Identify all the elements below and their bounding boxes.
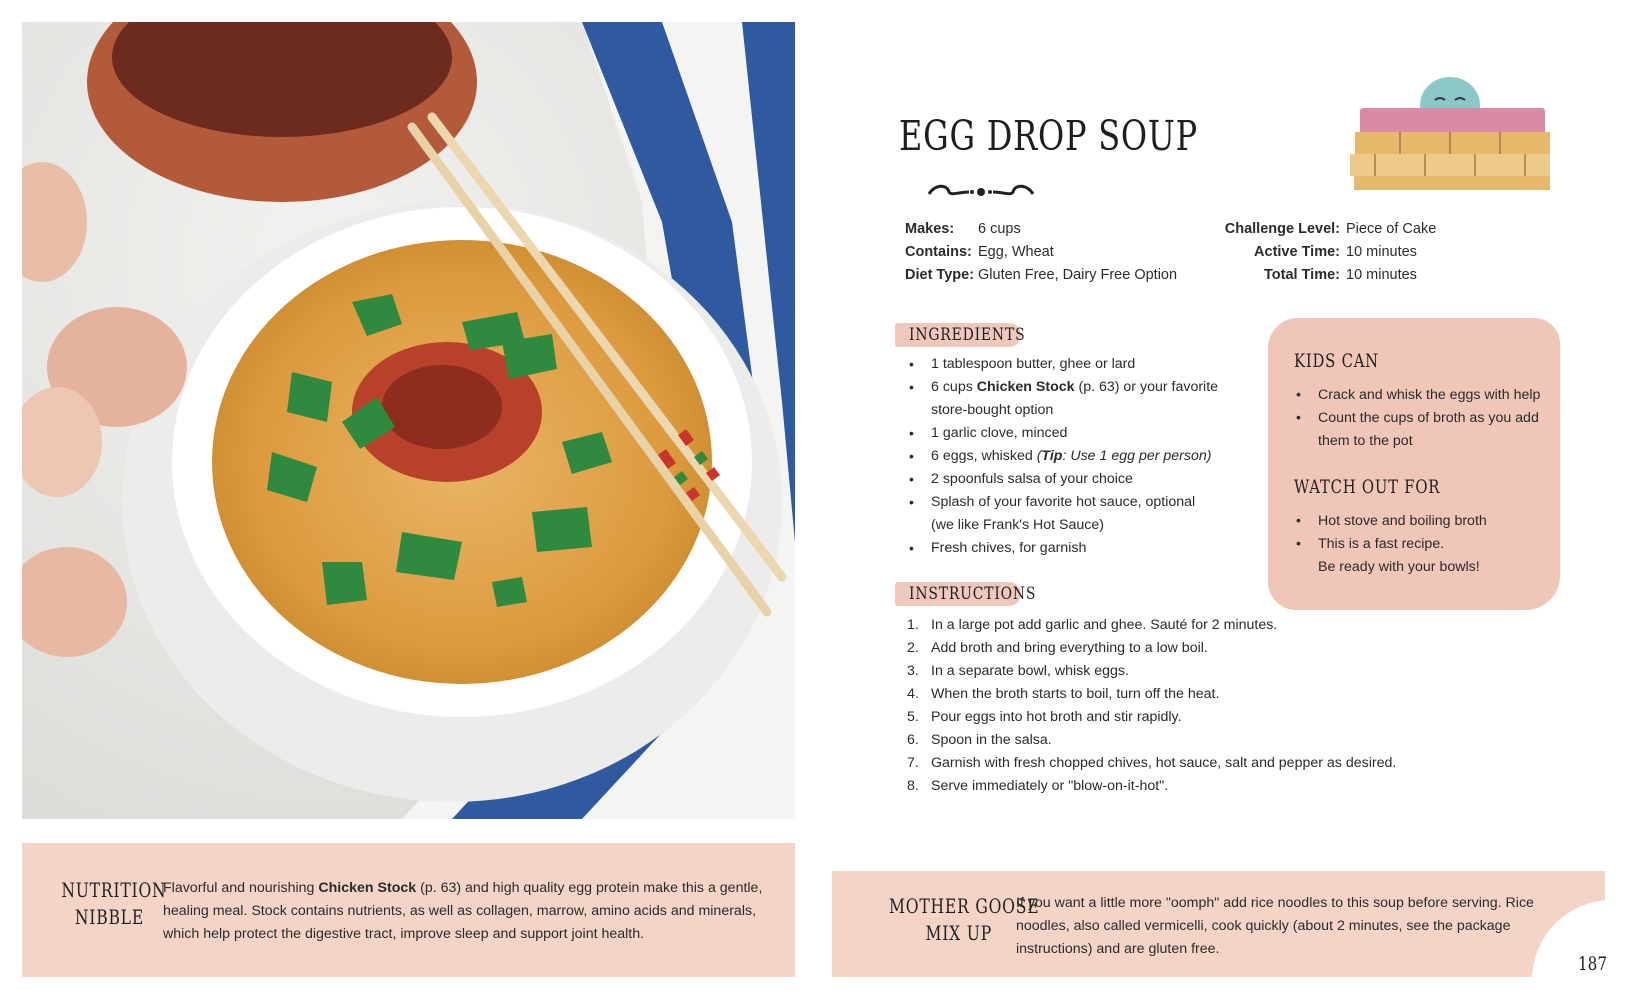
ingredient-text: Splash of your favorite hot sauce, optional <box>931 494 1196 510</box>
meta-value: Piece of Cake <box>1346 221 1437 237</box>
recipe-meta-right <box>1180 218 1436 287</box>
list-item <box>907 353 1237 376</box>
mother-goose-mix-up-title <box>860 893 1040 947</box>
step-text: When the broth starts to boil, turn off the heat. <box>931 686 1220 702</box>
list-item <box>907 537 1237 560</box>
step-text: In a separate bowl, whisk eggs. <box>931 663 1129 679</box>
step-number: 4. <box>907 686 919 702</box>
watch-out-list <box>1294 510 1554 579</box>
ingredient-text: 1 garlic clove, minced <box>931 425 1068 441</box>
instruction-step <box>907 660 1427 683</box>
meta-active-time <box>1180 241 1436 264</box>
list-item <box>907 376 1237 422</box>
meta-label: Contains: <box>905 244 972 260</box>
list-item-continued: Be ready with your bowls! <box>1318 559 1480 575</box>
meta-label: Total Time: <box>1264 267 1340 283</box>
ingredient-text-continued: store-bought option <box>931 402 1054 418</box>
meta-diet-type <box>905 264 1177 287</box>
ingredient-link-chicken-stock: Chicken Stock <box>976 379 1075 395</box>
list-item <box>907 422 1237 445</box>
ingredient-text: Fresh chives, for garnish <box>931 540 1087 556</box>
meta-value: Gluten Free, Dairy Free Option <box>978 267 1178 283</box>
meta-challenge-level <box>1180 218 1436 241</box>
nutrition-nibble-title <box>38 877 167 931</box>
meta-total-time <box>1180 264 1436 287</box>
banner-title-line: MOTHER GOOSE <box>889 894 1040 918</box>
list-item: • Crack and whisk the eggs with help <box>1294 384 1554 407</box>
step-number: 3. <box>907 663 919 679</box>
instructions-list <box>907 614 1427 798</box>
flourish-ornament-icon <box>925 182 1037 202</box>
ingredients-heading-text: INGREDIENTS <box>909 325 1026 345</box>
meta-makes <box>905 218 1177 241</box>
nutrition-chicken-stock-ref: Chicken Stock <box>318 880 417 896</box>
instruction-step <box>907 752 1427 775</box>
step-text: Garnish with fresh chopped chives, hot sauce, salt and pepper as desired. <box>931 755 1397 771</box>
ingredients-list <box>907 353 1237 560</box>
meta-value: Egg, Wheat <box>978 244 1054 260</box>
kids-can-list <box>1294 384 1554 453</box>
ingredient-text: 6 cups <box>931 379 977 395</box>
step-number: 1. <box>907 617 919 633</box>
watch-out-heading: WATCH OUT FOR <box>1294 476 1441 498</box>
step-text: Add broth and bring everything to a low boil. <box>931 640 1208 656</box>
meta-value: 10 minutes <box>1346 244 1417 260</box>
step-text: In a large pot add garlic and ghee. Sauté for 2 minutes. <box>931 617 1278 633</box>
nutrition-text-before: Flavorful and nourishing <box>163 880 319 896</box>
banner-title-line: NIBBLE <box>74 905 144 929</box>
instruction-step <box>907 729 1427 752</box>
nutrition-nibble-text <box>163 877 763 946</box>
step-text: Spoon in the salsa. <box>931 732 1052 748</box>
egg-peeking-over-wall-icon <box>1340 70 1560 195</box>
ingredient-text: 1 tablespoon butter, ghee or lard <box>931 356 1136 372</box>
list-item: • Hot stove and boiling broth <box>1294 510 1554 533</box>
meta-label: Active Time: <box>1254 244 1340 260</box>
banner-title-line: MIX UP <box>925 921 992 945</box>
tip-label: Tip <box>1041 448 1063 464</box>
kids-tips-box <box>1268 318 1560 610</box>
ingredient-text: 6 eggs, whisked <box>931 448 1037 464</box>
list-item <box>907 445 1237 468</box>
step-text: Serve immediately or "blow-on-it-hot". <box>931 778 1169 794</box>
ingredient-text-continued: (we like Frank's Hot Sauce) <box>931 517 1105 533</box>
step-number: 5. <box>907 709 919 725</box>
ingredient-text: (p. 63) or your favorite <box>1074 379 1219 395</box>
ingredient-text: 2 spoonfuls salsa of your choice <box>931 471 1133 487</box>
banner-title-line: NUTRITION <box>61 878 167 902</box>
list-item: • Count the cups of broth as you add <box>1294 407 1554 430</box>
instructions-heading-text: INSTRUCTIONS <box>909 584 1037 604</box>
ingredients-heading <box>895 323 1026 347</box>
page-number: 187 <box>1578 953 1608 975</box>
kids-can-heading: KIDS CAN <box>1294 350 1379 372</box>
meta-label: Challenge Level: <box>1224 221 1340 237</box>
soup-photo <box>22 22 795 819</box>
list-item <box>907 468 1237 491</box>
recipe-meta-left <box>905 218 1177 287</box>
step-number: 6. <box>907 732 919 748</box>
instruction-step <box>907 614 1427 637</box>
tip-text: : Use 1 egg per person) <box>1062 448 1212 464</box>
recipe-title: EGG DROP SOUP <box>899 112 1198 160</box>
instruction-step <box>907 637 1427 660</box>
instruction-step <box>907 706 1427 729</box>
list-item-continued: them to the pot <box>1318 433 1413 449</box>
instruction-step <box>907 775 1427 798</box>
step-number: 8. <box>907 778 919 794</box>
meta-value: 10 minutes <box>1346 267 1417 283</box>
step-number: 2. <box>907 640 919 656</box>
soup-photo-illustration <box>22 22 795 819</box>
step-number: 7. <box>907 755 919 771</box>
meta-label: Makes: <box>905 221 955 237</box>
step-text: Pour eggs into hot broth and stir rapidly. <box>931 709 1182 725</box>
list-item: • This is a fast recipe. <box>1294 533 1554 556</box>
list-item <box>907 491 1237 537</box>
meta-contains <box>905 241 1177 264</box>
instructions-heading <box>895 582 1037 606</box>
meta-label: Diet Type: <box>905 267 975 283</box>
tip-paren: ( <box>1036 448 1042 464</box>
nutrition-text-after: (p. 63) and high quality egg protein make this a gentle, healing meal. Stock contains nutrients, as well as collagen, marrow, amino acids and minerals, which help protect the digestive tract, improve sleep and support joint health. <box>163 880 763 942</box>
instruction-step <box>907 683 1427 706</box>
mother-goose-mix-up-text: If you want a little more "oomph" add rice noodles to this soup before serving. Rice noodles, also called vermicelli, cook quickly (about 2 minutes, see the package instructions) and are gluten free. <box>1016 895 1534 957</box>
meta-value: 6 cups <box>978 221 1021 237</box>
